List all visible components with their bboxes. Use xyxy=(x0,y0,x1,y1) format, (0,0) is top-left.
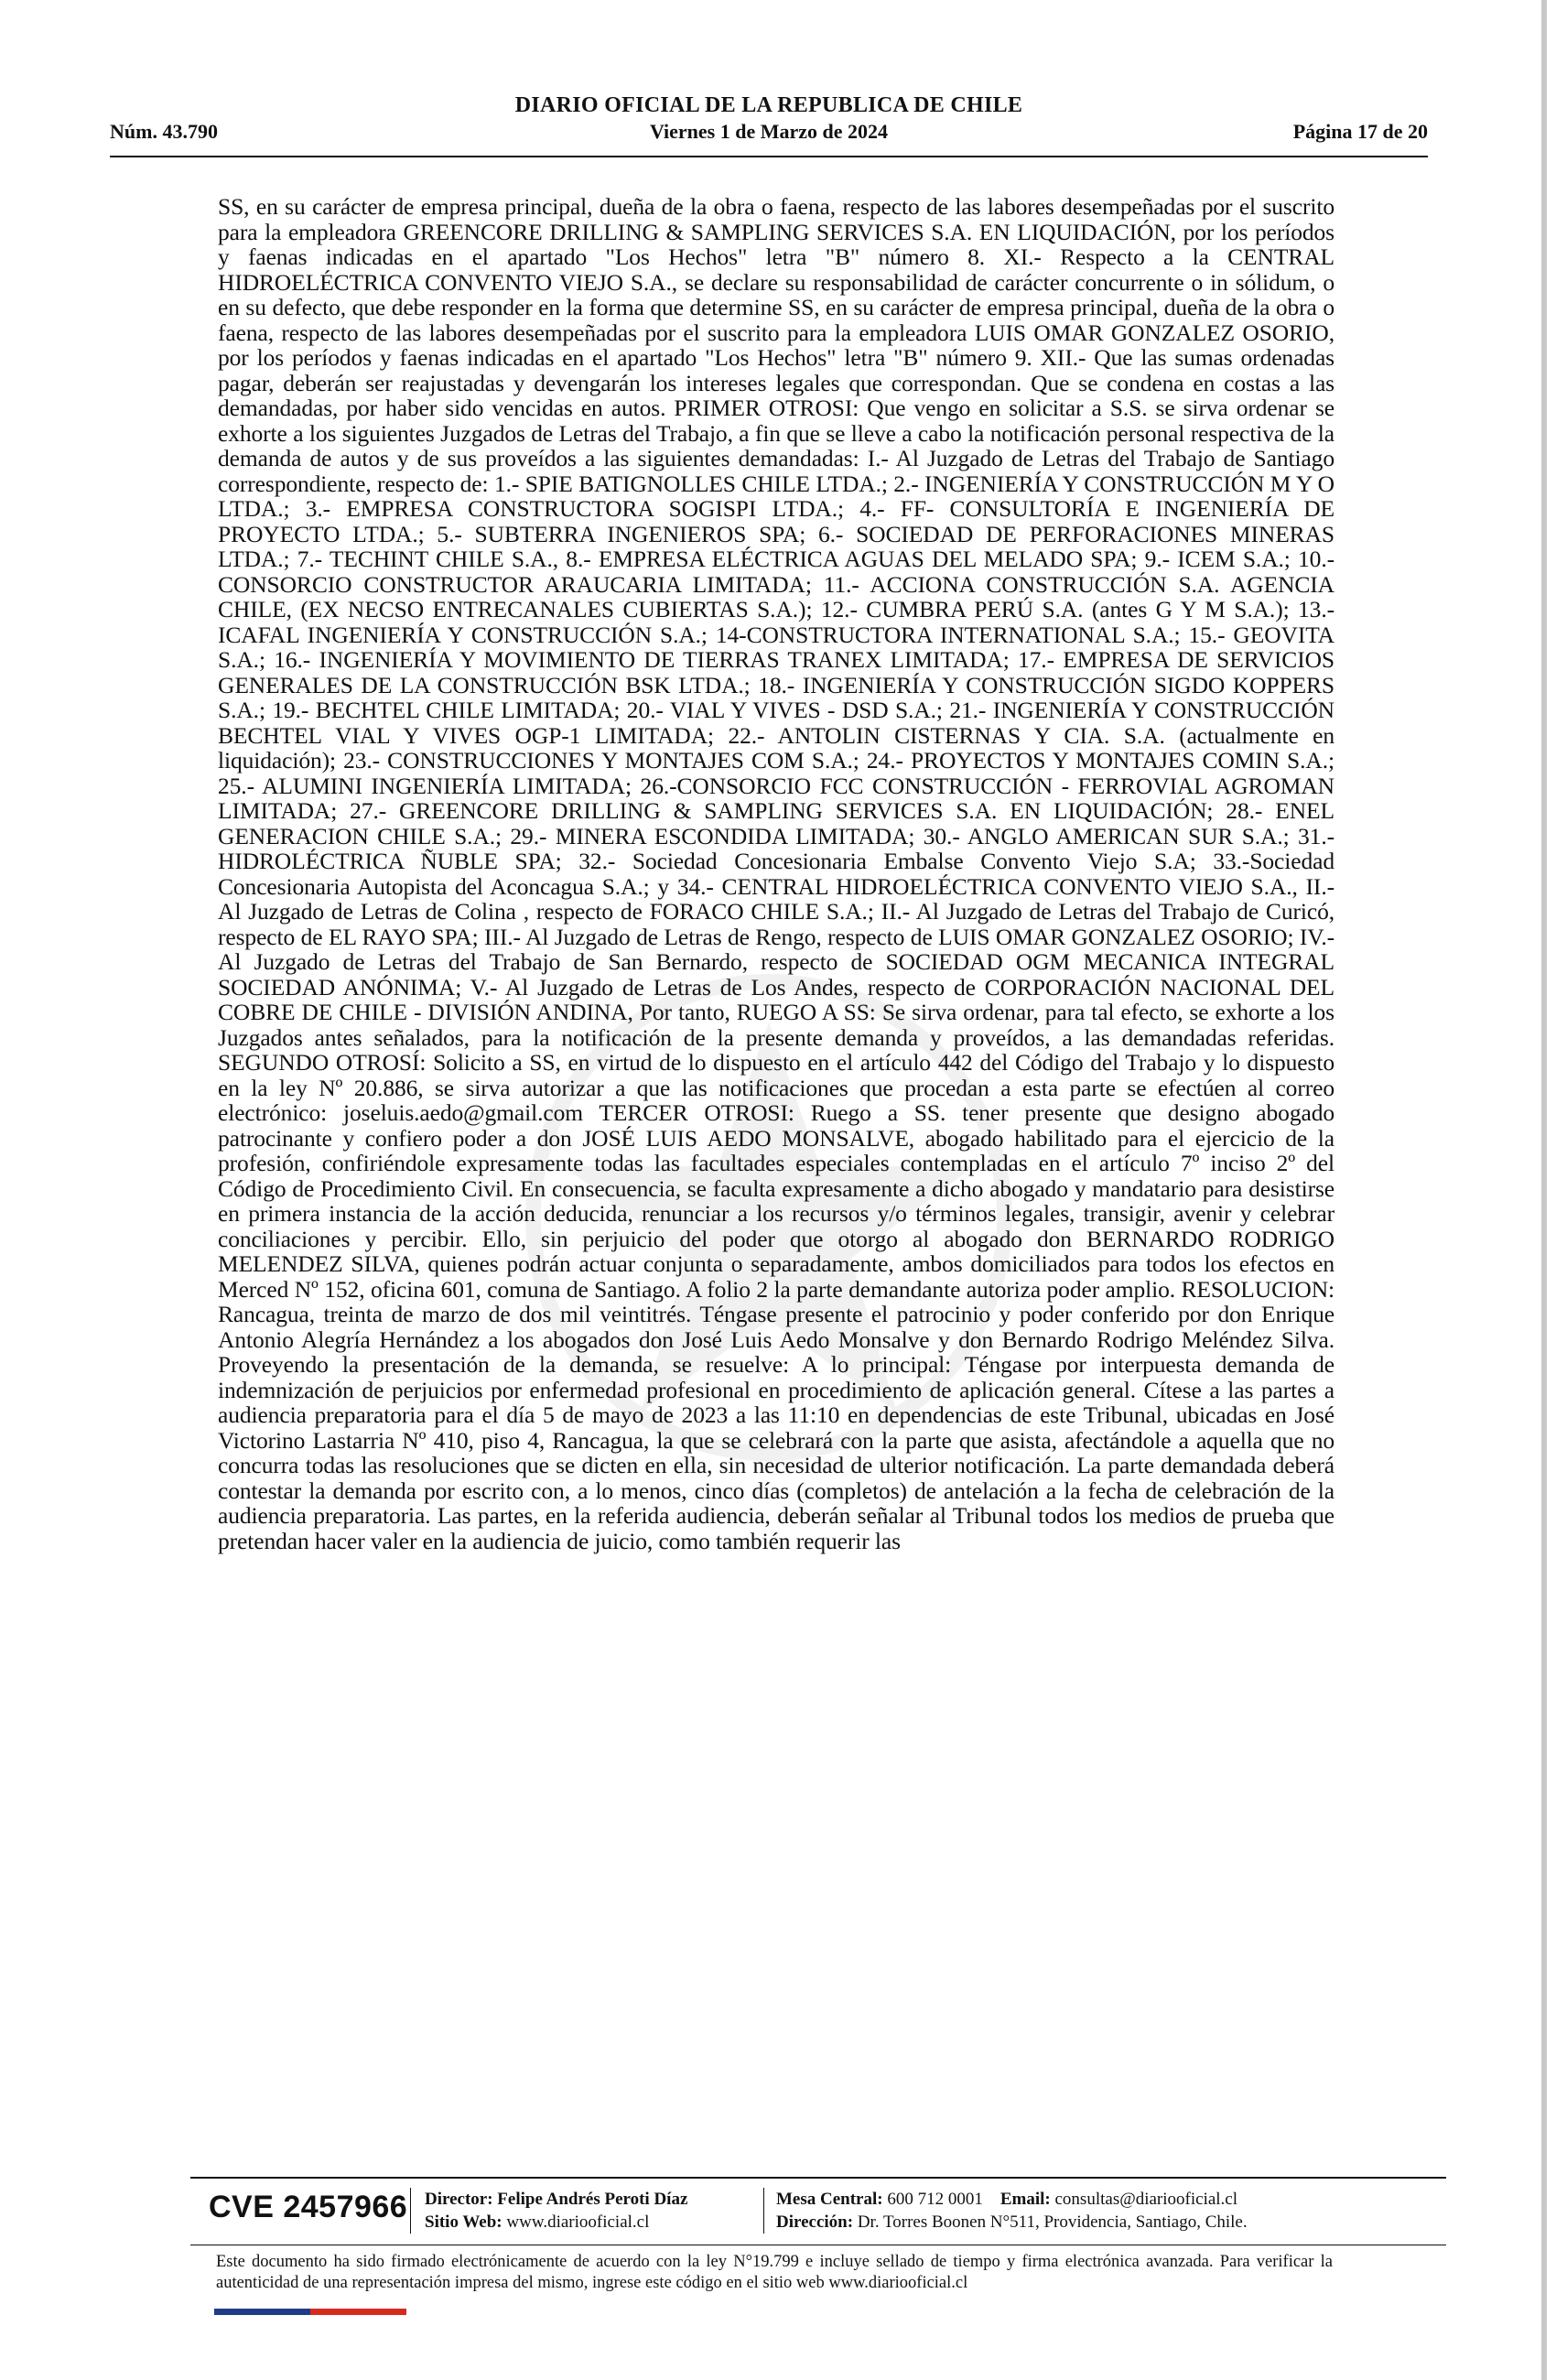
footer-director-block xyxy=(425,2188,687,2234)
flag-color-bar xyxy=(214,2309,406,2315)
footer-top-rule xyxy=(190,2177,1446,2179)
website-label: Sitio Web: xyxy=(425,2212,502,2232)
email-link[interactable]: consultas@diariooficial.cl xyxy=(1054,2190,1238,2209)
signature-notice: Este documento ha sido firmado electrónicamente de acuerdo con la ley N°19.799 e incluye sellado de tiempo y firma electrónica avanzada. Para verificar la autenticidad de una representación impresa del mismo, ingrese este código en el sitio web www.diariooficial.cl xyxy=(216,2253,1333,2292)
footer-contact-block xyxy=(776,2188,1248,2234)
page-header xyxy=(110,92,1428,157)
mesa-label: Mesa Central: xyxy=(776,2190,883,2209)
issue-number: Núm. 43.790 xyxy=(110,120,218,143)
contact-line xyxy=(776,2188,1248,2211)
website-link[interactable]: www.diariooficial.cl xyxy=(506,2212,650,2232)
footer-divider xyxy=(763,2188,764,2234)
publication-title: DIARIO OFICIAL DE LA REPUBLICA DE CHILE xyxy=(514,93,1023,117)
director-value: Felipe Andrés Peroti Díaz xyxy=(497,2190,688,2209)
mesa-value: 600 712 0001 xyxy=(887,2190,983,2209)
address-label: Dirección: xyxy=(776,2212,854,2232)
address-value: Dr. Torres Boonen N°511, Providencia, Santiago, Chile. xyxy=(857,2212,1248,2232)
body-paragraph: SS, en su carácter de empresa principal, dueña de la obra o faena, respecto de las labores desempeñadas por el suscrito para la empleadora GREENCORE DRILLING & SAMPLING SERVICES S.A. EN LIQUIDACIÓN, por los períodos y faenas indicadas en el apartado "Los Hechos" letra "B" número 8. XI.- Respecto a la CENTRAL HIDROELÉCTRICA CONVENTO VIEJO S.A., se declare su responsabilidad de carácter concurrente o in sólidum, o en su defecto, que debe responder en la forma que determine SS, en su carácter de empresa principal, dueña de la obra o faena, respecto de las labores desempeñadas por el suscrito para la empleadora LUIS OMAR GONZALEZ OSORIO, por los períodos y faenas indicadas en el apartado "Los Hechos" letra "B" número 9. XII.- Que las sumas ordenadas pagar, deberán ser reajustadas y devengarán los intereses legales que correspondan. Que se condena en costas a las demandadas, por haber sido vencidas en autos. PRIMER OTROSI: Que vengo en solicitar a S.S. se sirva ordenar se exhorte a los siguientes Juzgados de Letras del Trabajo, a fin que se lleve a cabo la notificación personal respectiva de la demanda de autos y de sus proveídos a las siguientes demandadas: I.- Al Juzgado de Letras del Trabajo de Santiago correspondiente, respecto de: 1.- SPIE BATIGNOLLES CHILE LTDA.; 2.- INGENIERÍA Y CONSTRUCCIÓN M Y O LTDA.; 3.- EMPRESA CONSTRUCTORA SOGISPI LTDA.; 4.- FF- CONSULTORÍA E INGENIERÍA DE PROYECTO LTDA.; 5.- SUBTERRA INGENIEROS SPA; 6.- SOCIEDAD DE PERFORACIONES MINERAS LTDA.; 7.- TECHINT CHILE S.A., 8.- EMPRESA ELÉCTRICA AGUAS DEL MELADO SPA; 9.- ICEM S.A.; 10.-CONSORCIO CONSTRUCTOR ARAUCARIA LIMITADA; 11.- ACCIONA CONSTRUCCIÓN S.A. AGENCIA CHILE, (EX NECSO ENTRECANALES CUBIERTAS S.A.); 12.- CUMBRA PERÚ S.A. (antes G Y M S.A.); 13.- ICAFAL INGENIERÍA Y CONSTRUCCIÓN S.A.; 14-CONSTRUCTORA INTERNATIONAL S.A.; 15.- GEOVITA S.A.; 16.- INGENIERÍA Y MOVIMIENTO DE TIERRAS TRANEX LIMITADA; 17.- EMPRESA DE SERVICIOS GENERALES DE LA CONSTRUCCIÓN BSK LTDA.; 18.- INGENIERÍA Y CONSTRUCCIÓN SIGDO KOPPERS S.A.; 19.- BECHTEL CHILE LIMITADA; 20.- VIAL Y VIVES - DSD S.A.; 21.- INGENIERÍA Y CONSTRUCCIÓN BECHTEL VIAL Y VIVES OGP-1 LIMITADA; 22.- ANTOLIN CISTERNAS Y CIA. S.A. (actualmente en liquidación); 23.- CONSTRUCCIONES Y MONTAJES COM S.A.; 24.- PROYECTOS Y MONTAJES COMIN S.A.; 25.- ALUMINI INGENIERÍA LIMITADA; 26.-CONSORCIO FCC CONSTRUCCIÓN - FERROVIAL AGROMAN LIMITADA; 27.- GREENCORE DRILLING & SAMPLING SERVICES S.A. EN LIQUIDACIÓN; 28.- ENEL GENERACION CHILE S.A.; 29.- MINERA ESCONDIDA LIMITADA; 30.- ANGLO AMERICAN SUR S.A.; 31.- HIDROLÉCTRICA ÑUBLE SPA; 32.- Sociedad Concesionaria Embalse Convento Viejo S.A; 33.-Sociedad Concesionaria Autopista del Aconcagua S.A.; y 34.- CENTRAL HIDROELÉCTRICA CONVENTO VIEJO S.A., II.- Al Juzgado de Letras de Colina , respecto de FORACO CHILE S.A.; II.- Al Juzgado de Letras del Trabajo de Curicó, respecto de EL RAYO SPA; III.- Al Juzgado de Letras de Rengo, respecto de LUIS OMAR GONZALEZ OSORIO; IV.- Al Juzgado de Letras del Trabajo de San Bernardo, respecto de SOCIEDAD OGM MECANICA INTEGRAL SOCIEDAD ANÓNIMA; V.- Al Juzgado de Letras de Los Andes, respecto de CORPORACIÓN NACIONAL DEL COBRE DE CHILE - DIVISIÓN ANDINA, Por tanto, RUEGO A SS: Se sirva ordenar, para tal efecto, se exhorte a los Juzgados antes señalados, para la notificación de la presente demanda y proveídos, a las demandadas referidas. SEGUNDO OTROSÍ: Solicito a SS, en virtud de lo dispuesto en el artículo 442 del Código del Trabajo y lo dispuesto en la ley Nº 20.886, se sirva autorizar a que las notificaciones que procedan a esta parte se efectúen al correo electrónico: joseluis.aedo@gmail.com TERCER OTROSI: Ruego a SS. tener presente que designo abogado patrocinante y confiero poder a don JOSÉ LUIS AEDO MONSALVE, abogado habilitado para el ejercicio de la profesión, confiriéndole expresamente todas las facultades especiales contempladas en el artículo 7º inciso 2º del Código de Procedimiento Civil. En consecuencia, se faculta expresamente a dicho abogado y mandatario para desistirse en primera instancia de la acción deducida, renunciar a los recursos y/o términos legales, transigir, avenir y celebrar conciliaciones y percibir. Ello, sin perjuicio del poder que otorgo al abogado don BERNARDO RODRIGO MELENDEZ SILVA, quienes podrán actuar conjunta o separadamente, ambos domiciliados para todos los efectos en Merced Nº 152, oficina 601, comuna de Santiago. A folio 2 la parte demandante autoriza poder amplio. RESOLUCION: Rancagua, treinta de marzo de dos mil veintitrés. Téngase presente el patrocinio y poder conferido por don Enrique Antonio Alegría Hernández a los abogados don José Luis Aedo Monsalve y don Bernardo Rodrigo Meléndez Silva. Proveyendo la presentación de la demanda, se resuelve: A lo principal: Téngase por interpuesta demanda de indemnización de perjuicios por enfermedad profesional en procedimiento de aplicación general. Cítese a las partes a audiencia preparatoria para el día 5 de mayo de 2023 a las 11:10 en dependencias de este Tribunal, ubicadas en José Victorino Lastarria Nº 410, piso 4, Rancagua, la que se celebrará con la parte que asista, afectándole a aquella que no concurra todas las resoluciones que se dicten en ella, sin necesidad de ulterior notificación. La parte demandada deberá contestar la demanda por escrito con, a lo menos, cinco días (completos) de antelación a la fecha de celebración de la audiencia preparatoria. Las partes, en la referida audiencia, deberán señalar al Tribunal todos los medios de prueba que pretendan hacer valer en la audiencia de juicio, como también requerir las xyxy=(218,193,1334,1554)
footer-info-box xyxy=(190,2184,1446,2237)
email-label: Email: xyxy=(1000,2190,1051,2209)
footer-divider xyxy=(410,2188,411,2234)
document-body xyxy=(218,194,1334,1553)
flag-blue-stripe xyxy=(214,2309,310,2315)
director-label: Director: xyxy=(425,2190,493,2209)
issue-date: Viernes 1 de Marzo de 2024 xyxy=(649,120,889,143)
cve-code: CVE 2457966 xyxy=(209,2190,408,2224)
website-line xyxy=(425,2211,687,2234)
flag-red-stripe xyxy=(310,2309,406,2315)
header-info-row xyxy=(110,120,1428,149)
address-line xyxy=(776,2211,1248,2234)
page-indicator: Página 17 de 20 xyxy=(1292,120,1428,143)
director-line xyxy=(425,2188,687,2211)
